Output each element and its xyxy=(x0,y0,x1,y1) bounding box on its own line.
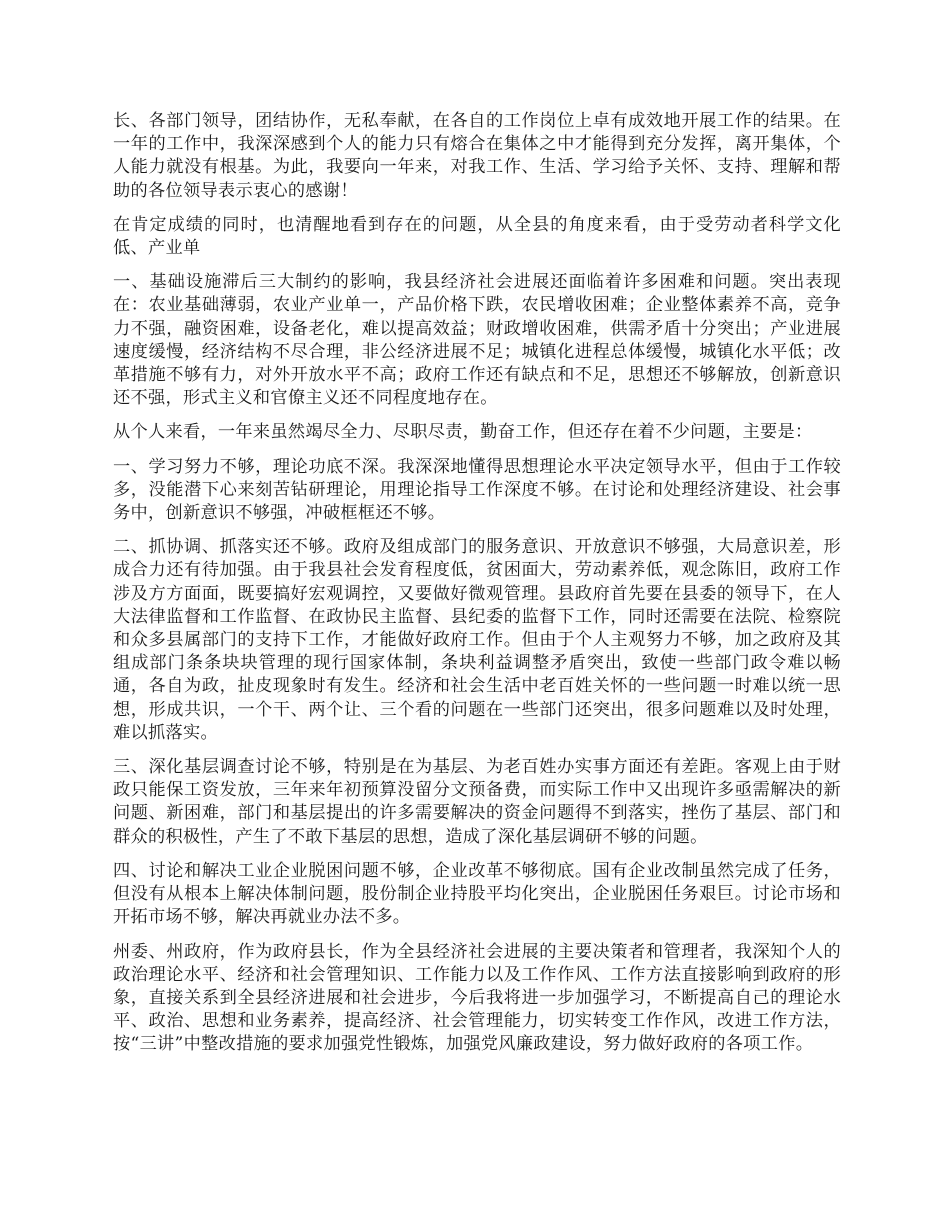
paragraph: 长、各部门领导，团结协作，无私奉献，在各自的工作岗位上卓有成效地开展工作的结果。在一年的工作中，我深深感到个人的能力只有熔合在集体之中才能得到充分发挥，离开集体，个人能力就没有根基。为此，我要向一年来，对我工作、生活、学习给予关怀、支持、理解和帮助的各位领导表示衷心的感谢！ xyxy=(113,111,841,201)
paragraph: 在肯定成绩的同时，也清醒地看到存在的问题，从全县的角度来看，由于受劳动者科学文化低、产业单 xyxy=(113,214,841,259)
paragraph: 二、抓协调、抓落实还不够。政府及组成部门的服务意识、开放意识不够强，大局意识差，形成合力还有待加强。由于我县社会发育程度低，贫困面大，劳动素养低，观念陈旧，政府工作涉及方方面面，既要搞好宏观调控，又要做好微观管理。县政府首先要在县委的领导下，在人大法律监督和工作监督、在政协民主监督、县纪委的监督下工作，同时还需要在法院、检察院和众多县属部门的支持下工作，才能做好政府工作。但由于个人主观努力不够，加之政府及其组成部门条条块块管理的现行国家体制，条块利益调整矛盾突出，致使一些部门政令难以畅通，各自为政，扯皮现象时有发生。经济和社会生活中老百姓关怀的一些问题一时难以统一思想，形成共识，一个干、两个让、三个看的问题在一些部门还突出，很多问题难以及时处理，难以抓落实。 xyxy=(113,537,841,743)
paragraph: 四、讨论和解决工业企业脱困问题不够，企业改革不够彻底。国有企业改制虽然完成了任务，但没有从根本上解决体制问题，股份制企业持股平均化突出，企业脱困任务艰巨。讨论市场和开拓市场不够，解决再就业办法不多。 xyxy=(113,860,841,928)
paragraph: 三、深化基层调查讨论不够，特别是在为基层、为老百姓办实事方面还有差距。客观上由于财政只能保工资发放，三年来年初预算没留分文预备费，而实际工作中又出现许多亟需解决的新问题、新困难，部门和基层提出的许多需要解决的资金问题得不到落实，挫伤了基层、部门和群众的积极性，产生了不敢下基层的思想，造成了深化基层调研不够的问题。 xyxy=(113,757,841,847)
paragraph: 从个人来看，一年来虽然竭尽全力、尽职尽责，勤奋工作，但还存在着不少问题，主要是： xyxy=(113,422,813,443)
paragraph: 州委、州政府，作为政府县长，作为全县经济社会进展的主要决策者和管理者，我深知个人的政治理论水平、经济和社会管理知识、工作能力以及工作作风、工作方法直接影响到政府的形象，直接关系到全县经济进展和社会进步，今后我将进一步加强学习，不断提高自己的理论水平、政治、思想和业务素养，提高经济、社会管理能力，切实转变工作作风，改进工作方法，按“三讲”中整改措施的要求加强党性锻炼，加强党风廉政建设，努力做好政府的各项工作。 xyxy=(113,941,841,1055)
document-body xyxy=(113,110,841,1068)
paragraph: 一、基础设施滞后三大制约的影响，我县经济社会进展还面临着许多困难和问题。突出表现在：农业基础薄弱，农业产业单一，产品价格下跌，农民增收困难；企业整体素养不高，竞争力不强，融资困难，设备老化，难以提高效益；财政增收困难，供需矛盾十分突出；产业进展速度缓慢，经济结构不尽合理，非公经济进展不足；城镇化进程总体缓慢，城镇化水平低；改革措施不够有力，对外开放水平不高；政府工作还有缺点和不足，思想还不够解放，创新意识还不强，形式主义和官僚主义还不同程度地存在。 xyxy=(113,272,841,409)
paragraph: 一、学习努力不够，理论功底不深。我深深地懂得思想理论水平决定领导水平，但由于工作较多，没能潜下心来刻苦钻研理论，用理论指导工作深度不够。在讨论和处理经济建设、社会事务中，创新意识不够强，冲破框框还不够。 xyxy=(113,456,841,524)
